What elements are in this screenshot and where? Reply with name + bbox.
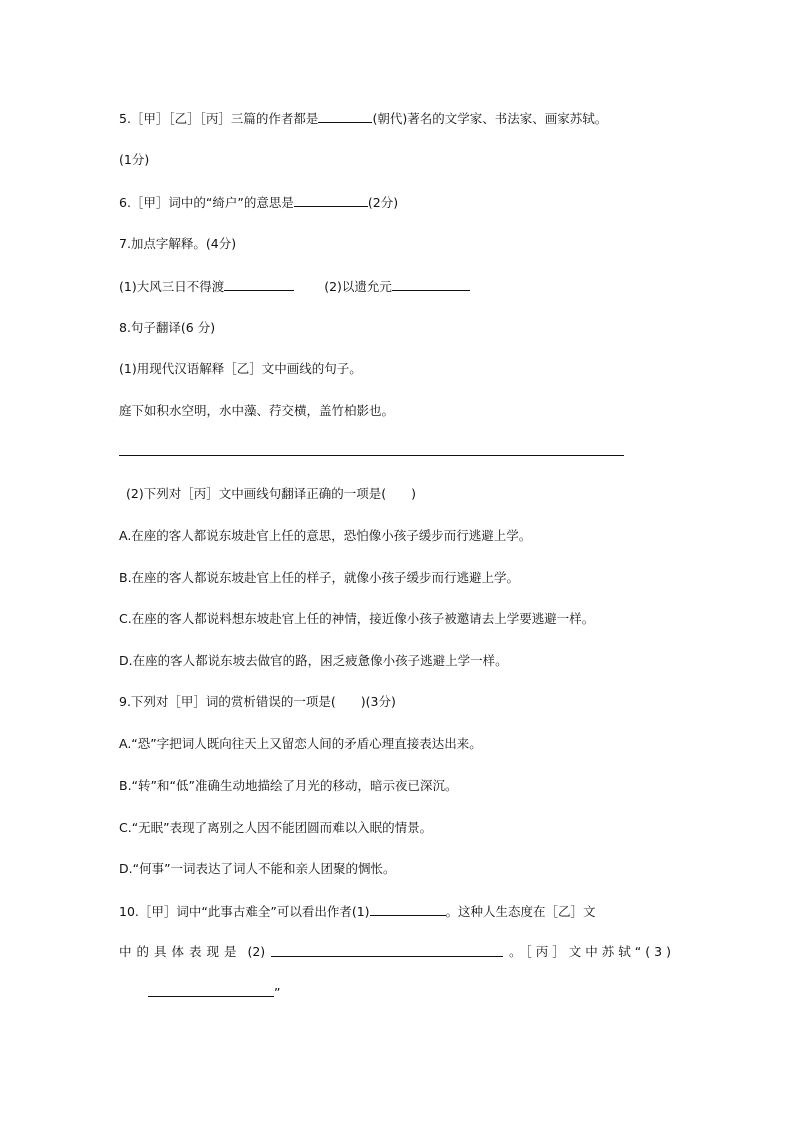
q6-text-a: 6.［甲］词中的“绮户”的意思是 — [119, 195, 294, 210]
q5-blank[interactable] — [318, 110, 372, 123]
q7-part1: (1)大风三日不得渡 — [119, 279, 225, 294]
q10-text-e: 。［丙］文中苏轼“(3) — [509, 944, 675, 959]
q7-part2: (2)以遗允元 — [324, 279, 392, 294]
q5-line — [119, 110, 607, 127]
q8-option-a: A.在座的客人都说东坡赴官上任的意思，恐怕像小孩子缓步而行逃避上学。 — [119, 528, 532, 543]
q5-text-a: 5.［甲］［乙］［丙］三篇的作者都是 — [119, 111, 319, 126]
q7-parts — [119, 278, 470, 295]
q5-text-b: (朝代)著名的文学家、书法家、画家苏轼。 — [372, 111, 608, 126]
q7-blank1[interactable] — [224, 278, 294, 291]
q10-blank3[interactable] — [148, 984, 274, 997]
q8-part1: (1)用现代汉语解释［乙］文中画线的句子。 — [119, 361, 362, 376]
q10-text-c: 中的具体表现是 — [119, 944, 242, 959]
q8-option-d: D.在座的客人都说东坡去做官的路，困乏疲惫像小孩子逃避上学一样。 — [119, 653, 508, 668]
q10-text-f: ” — [274, 985, 281, 1000]
q10-line3 — [148, 984, 280, 1001]
q10-text-a: 10.［甲］词中“此事古难全”可以看出作者(1) — [119, 904, 370, 919]
q6-line — [119, 194, 398, 211]
q7-blank2[interactable] — [392, 278, 470, 291]
q8-sentence: 庭下如积水空明，水中藻、荇交横，盖竹柏影也。 — [119, 403, 395, 418]
q6-blank[interactable] — [294, 194, 368, 207]
q6-text-b: (2分) — [367, 195, 399, 210]
q5-score: (1分) — [119, 152, 150, 167]
q10-line2 — [119, 944, 675, 960]
q9-option-c: C.“无眠”表现了离别之人因不能团圆而难以入眠的情景。 — [119, 820, 433, 835]
q9-title: 9.下列对［甲］词的赏析错误的一项是( )(3分) — [119, 694, 396, 709]
q8-option-c: C.在座的客人都说料想东坡赴官上任的神情，接近像小孩子被邀请去上学要逃避一样。 — [119, 611, 595, 626]
q8-part2: (2)下列对［丙］文中画线句翻译正确的一项是( ) — [126, 486, 416, 501]
q8-option-b: B.在座的客人都说东坡赴官上任的样子，就像小孩子缓步而行逃避上学。 — [119, 570, 520, 585]
q10-text-b: 。这种人生态度在［乙］文 — [445, 904, 596, 919]
q10-blank1[interactable] — [370, 903, 446, 916]
q10-blank2[interactable] — [271, 944, 503, 957]
q10-text-d: (2) — [247, 944, 266, 959]
q9-option-a: A.“恐”字把词人既向往天上又留恋人间的矛盾心理直接表达出来。 — [119, 736, 482, 751]
q8-title: 8.句子翻译(6 分) — [119, 320, 216, 335]
q10-line1 — [119, 903, 596, 920]
q9-option-b: B.“转”和“低”准确生动地描绘了月光的移动，暗示夜已深沉。 — [119, 778, 458, 793]
q7-title: 7.加点字解释。(4分) — [119, 236, 237, 251]
q9-option-d: D.“何事”一词表达了词人不能和亲人团聚的惆怅。 — [119, 861, 396, 876]
q8-answer-line[interactable] — [119, 455, 624, 456]
